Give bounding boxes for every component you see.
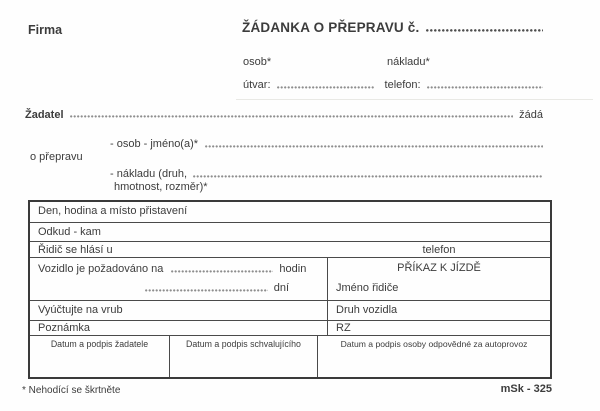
persons-names-row [110,138,543,150]
for-transport-label: o přepravu [30,151,83,163]
row-note [30,320,550,335]
row-delivery-place [30,202,550,222]
days-label: dní [273,282,289,294]
delivery-place-label: Den, hodina a místo přistavení [38,205,188,217]
charge-to-label: Vyúčtujte na vrub [30,301,328,320]
driver-phone-label: telefon [422,244,456,256]
row-vehicle-required [30,257,550,300]
vehicle-kind-label: Druh vozidla [336,304,398,316]
persons-names-label: - osob - jméno(a)* [110,138,199,150]
requests-label: žádá [519,109,543,121]
phone-field [427,86,543,89]
strike-note: * Nehodící se škrtněte [22,385,121,396]
applicant-label: Žadatel [25,109,64,121]
persons-names-field [205,145,543,148]
signature-approver-cell: Datum a podpis schvalujícího [170,336,318,377]
from-to-label: Odkud - kam [38,226,101,238]
row-charge-to [30,300,550,320]
hours-label: hodin [279,263,307,275]
note-label: Poznámka [30,321,328,335]
cargo-type-label: - nákladu (druh, [110,168,188,180]
department-field [277,86,374,89]
hours-field [171,270,273,273]
cargo-type-field [193,175,543,178]
signature-fleet-manager-cell: Datum a podpis osoby odpovědné za autoprovoz [340,339,528,349]
form-title-row [242,20,543,35]
scan-artifact-line [236,99,593,100]
applicant-row [25,109,543,121]
cargo-type-row [110,168,543,180]
driving-order-header: PŘÍKAZ K JÍZDĚ [397,262,481,274]
request-table [28,200,552,379]
days-field [145,289,268,292]
phone-label: telefon: [384,79,421,91]
row-signatures [30,335,550,377]
cargo-option-label: nákladu* [387,56,430,68]
row-from-to [30,222,550,241]
plate-label: RZ [336,322,351,334]
driving-order-cell [328,258,550,300]
company-label: Firma [28,23,63,37]
signature-applicant-cell: Datum a podpis žadatele [30,336,170,377]
department-label: útvar: [243,79,271,91]
cargo-params-label: hmotnost, rozměr)* [114,181,208,193]
row-driver-reports [30,241,550,257]
driver-reports-label: Řidič se hlásí u [38,244,113,256]
form-number-field [426,29,543,32]
persons-option-label: osob* [243,56,272,68]
applicant-field [70,115,514,118]
driver-name-label: Jméno řidiče [336,282,399,294]
department-phone-row [243,79,543,91]
vehicle-required-label: Vozidlo je požadováno na [38,263,164,275]
form-title: ŽÁDANKA O PŘEPRAVU č. [242,20,420,35]
vehicle-required-cell [30,258,328,300]
form-code: mSk - 325 [500,383,552,395]
